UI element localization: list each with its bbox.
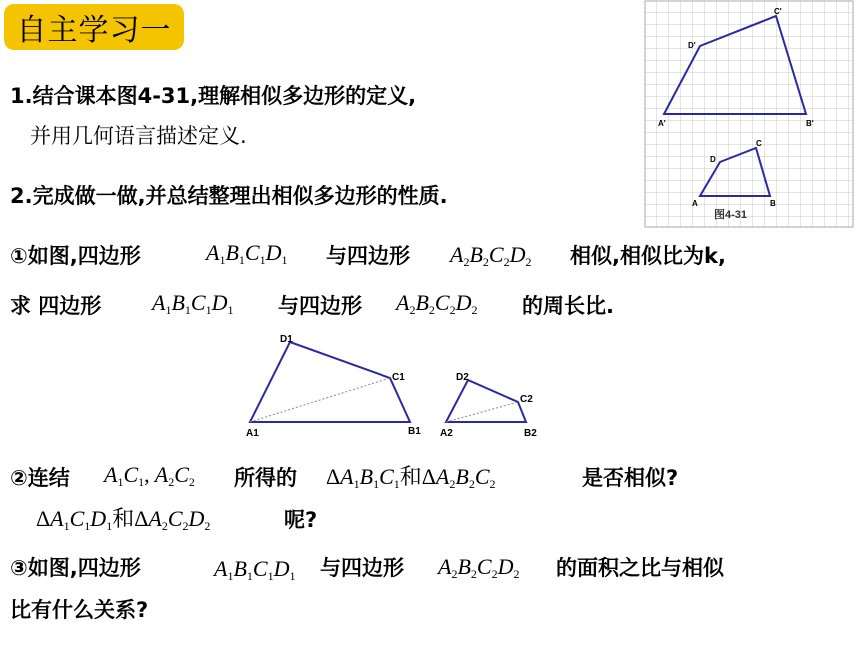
label-d2: D2 xyxy=(456,372,469,383)
diagonal-a2c2 xyxy=(446,402,518,422)
label-b1: B1 xyxy=(408,426,421,437)
question-1-line-1: 1.结合课本图4-31,理解相似多边形的定义, xyxy=(10,84,417,108)
sub1-mid: 与四边形 xyxy=(326,244,410,268)
question-2: 2.完成做一做,并总结整理出相似多边形的性质. xyxy=(10,184,448,208)
label-c1: C1 xyxy=(392,372,405,383)
figure-caption: 图4-31 xyxy=(714,209,748,221)
sub2-mid: 所得的 xyxy=(234,466,297,490)
label-b2: B2 xyxy=(524,428,537,439)
quad-1 xyxy=(250,342,410,422)
quad-a1b1c1d1-2: $A_1B_1C_1D_1$ xyxy=(152,290,234,317)
sub2-line2-suffix: 呢? xyxy=(284,508,318,532)
label-b-prime: B' xyxy=(806,119,814,128)
sub1-line2-c: 的周长比. xyxy=(522,294,614,318)
quad-a1b1c1d1: $A_1B_1C_1D_1$ xyxy=(206,240,288,267)
triangles-pair-2: $\Delta A_1C_1D_1$和$\Delta A_2C_2D_2$ xyxy=(36,506,211,533)
label-c: C xyxy=(756,139,762,148)
sub3-line2: 比有什么关系? xyxy=(10,598,149,622)
sub1-prefix: ①如图,四边形 xyxy=(10,244,141,268)
label-a-prime: A' xyxy=(658,119,666,128)
similar-polygons-grid-figure xyxy=(644,0,854,230)
label-d: D xyxy=(710,155,716,164)
quad-a1b1c1d1-3: $A_1B_1C_1D_1$ xyxy=(214,556,296,583)
label-a: A xyxy=(692,199,698,208)
quad-a2b2c2d2-3: $A_2B_2C_2D_2$ xyxy=(438,554,520,581)
sub1-suffix: 相似,相似比为k, xyxy=(570,244,726,268)
sub1-line2-a: 求 四边形 xyxy=(10,294,102,318)
label-b: B xyxy=(770,199,776,208)
quad-a2b2c2d2-2: $A_2B_2C_2D_2$ xyxy=(396,290,478,317)
label-a2: A2 xyxy=(440,428,453,439)
section-title-badge xyxy=(4,4,184,50)
sub2-suffix: 是否相似? xyxy=(582,466,679,490)
label-a1: A1 xyxy=(246,428,259,439)
sub3-mid: 与四边形 xyxy=(320,556,404,580)
label-d1: D1 xyxy=(280,334,293,345)
triangles-pair: $\Delta A_1B_1C_1$和$\Delta A_2B_2C_2$ xyxy=(326,464,496,491)
segments-a1c1-a2c2: $A_1C_1$, $A_2C_2$ xyxy=(104,462,195,489)
label-d-prime: D' xyxy=(688,41,696,50)
sub3-prefix: ③如图,四边形 xyxy=(10,556,141,580)
question-1-line-2: 并用几何语言描述定义. xyxy=(30,124,247,148)
diagonal-a1c1 xyxy=(250,378,390,422)
sub2-prefix: ②连结 xyxy=(10,466,70,490)
label-c-prime: C' xyxy=(774,7,782,16)
sub3-suffix: 的面积之比与相似 xyxy=(556,556,724,580)
quad-2 xyxy=(446,380,526,422)
quadrilaterals-figure xyxy=(240,330,550,440)
section-title: 自主学习一 xyxy=(16,13,172,48)
label-c2: C2 xyxy=(520,394,533,405)
sub1-line2-b: 与四边形 xyxy=(278,294,362,318)
quad-a2b2c2d2: $A_2B_2C_2D_2$ xyxy=(450,242,532,269)
